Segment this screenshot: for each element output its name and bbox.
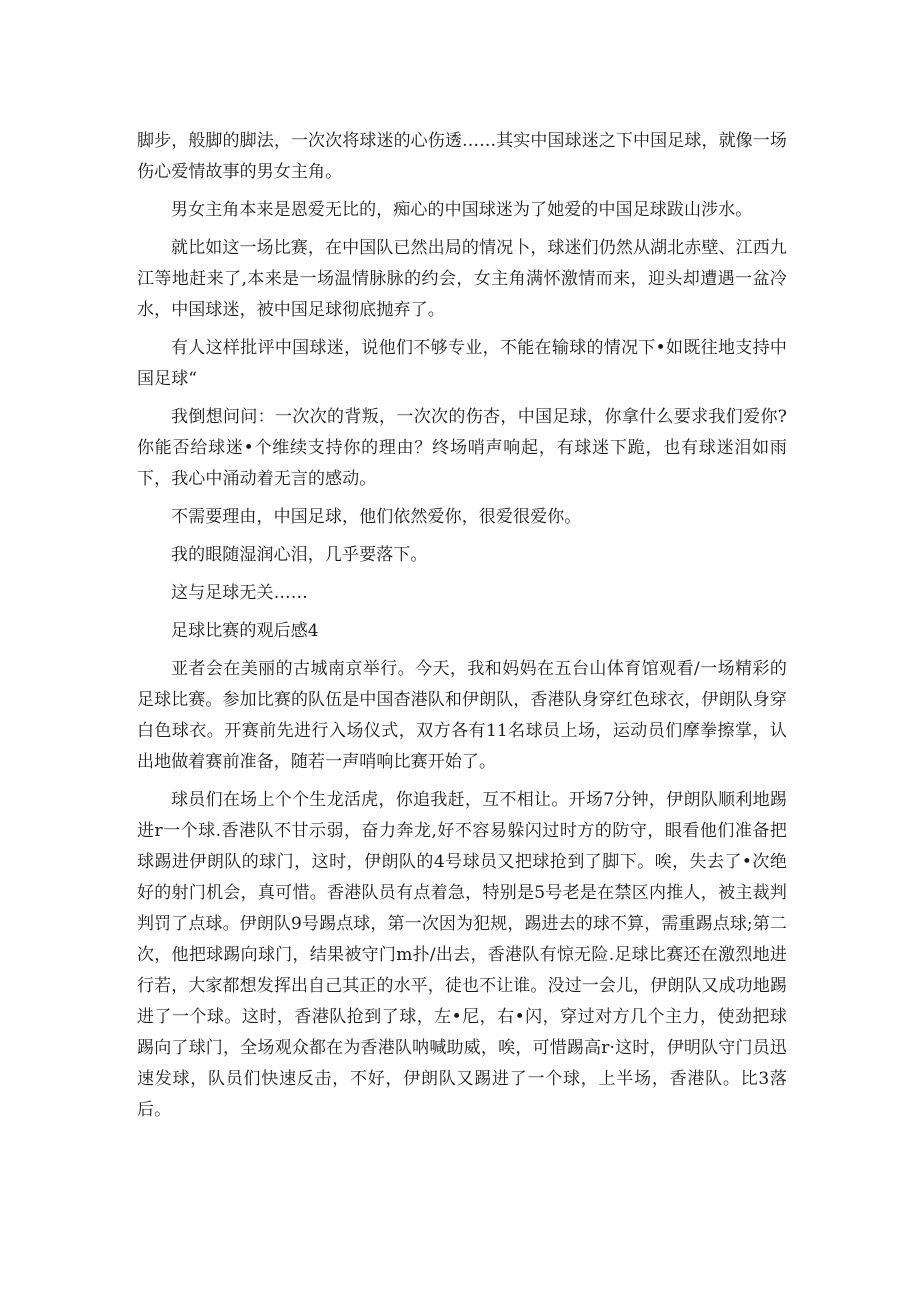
paragraph-6: 不需要理由，中国足球，他们依然爱你，很爱很爱你。	[171, 507, 582, 527]
paragraph-1: 脚步，般脚的脚法，一次次将球迷的心伤透……其实中国球迷之下中国足球，就像一场伤心爱情故事的男女主角。	[137, 131, 787, 182]
paragraph-4: 有人这样批评中国球迷，说他们不够专业，不能在输球的情况下•如既往地支持中国足球“	[137, 338, 787, 389]
paragraph-2: 男女主角本来是恩爱无比的，痴心的中国球迷为了她爱的中国足球跋山涉水。	[171, 200, 753, 220]
paragraph-9: 亚者会在美丽的古城南京举行。今天，我和妈妈在五台山体育馆观看/一场精彩的足球比赛。参加比赛的队伍是中国杳港队和伊朗队，香港队身穿红色球衣，伊朗队身穿白色球衣。开赛前先进行入场仪式，双方各有11名球员上场，运动员们摩拳擦掌，认出地做着赛前准备，随若一声哨响比赛开始了。	[137, 659, 787, 772]
section-heading: 足球比赛的观后感4	[171, 621, 319, 641]
document-page	[137, 126, 787, 1126]
paragraph-10: 球员们在场上个个生龙活虎，你追我赶，互不相让。开场7分钟，伊朗队顺利地踢进r一个球.香港队不甘示弱，奋力奔龙,好不容易躲闪过时方的防守，眼看他们准备把球踢进伊朗队的球门，这时，伊朗队的4号球员又把球抢到了脚下。唉，失去了•次绝好的射门机会，真可惜。香港队员有点着急，特别是5号老是在禁区内推人，被主裁判判罚了点球。伊朗队9号踢点球，第一次因为犯规，踢进去的球不算，需重踢点球;第二次，他把球踢向球门，结果被守门m扑/出去，香港队有惊无险.足球比赛还在激烈地进行若，大家都想发挥出自己其正的水平，徒也不让谁。没过一会儿，伊朗队又成功地踢进了一个球。这时，香港队抢到了球，左•尼，右•闪，穿过对方几个主力，使劲把球踢向了球门，全场观众都在为香港队呐喊助威，唉，可惜踢高r·这时，伊明队守门员迅速发球，队员们快速反击，不好，伊朗队又踢进了一个球，上半场，香港队。比3落后。	[137, 790, 787, 1120]
paragraph-7: 我的眼随湿润心泪，几乎要落下。	[171, 545, 428, 565]
paragraph-3: 就比如这一场比赛，在中国队已然出局的情况卜，球迷们仍然从湖北赤壁、江西九江等地赶来了,本来是一场温情脉脉的约会，女主角满怀激情而来，迎头却遭遇一盆冷水，中国球迷，被中国足球彻底抛弃了。	[137, 238, 787, 320]
paragraph-8: 这与足球无关……	[171, 583, 308, 603]
paragraph-5: 我倒想问问：一次次的背叛，一次次的伤杏，中国足球，你拿什么要求我们爱你?你能否给球迷•个维续支持你的理由？终场哨声响起，有球迷下跪，也有球迷泪如雨下，我心中涌动着无言的感动。	[137, 407, 787, 489]
